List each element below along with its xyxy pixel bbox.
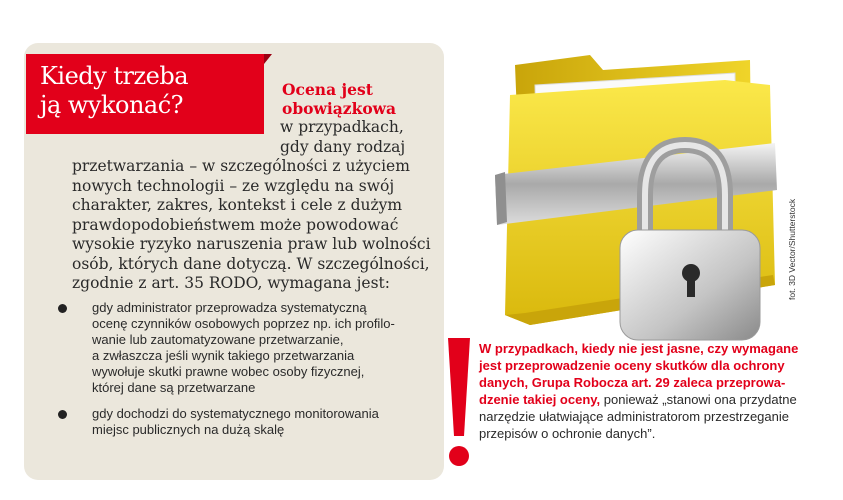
intro-line-2: gdy dany rodzaj	[280, 137, 406, 156]
title-line-2: ją wykonać?	[40, 91, 184, 119]
body-line: zgodnie z art. 35 RODO, wymagana jest:	[72, 274, 390, 292]
body-line: prawdopodobieństwem może powodować	[72, 215, 399, 234]
body-line: osób, których dane dotyczą. W szczególności,	[72, 254, 430, 273]
bullet-line: wywołuje skutki prawne wobec osoby fizycznej,	[92, 364, 365, 379]
exclamation-icon	[447, 338, 471, 468]
body-line: charakter, zakres, kontekst i cele z dużym	[72, 196, 403, 214]
note-plain-fragment: ponieważ „stanowi ona przydatne	[600, 392, 797, 407]
note-line: jest przeprowadzenie oceny skutków dla ochrony	[479, 358, 785, 373]
body-text	[72, 157, 442, 294]
folder-lock-illustration	[495, 25, 785, 345]
title-line-1: Kiedy trzeba	[40, 62, 188, 90]
note-red-fragment: dzenie takiej oceny,	[479, 392, 601, 407]
note-line: narzędzie ułatwiające administratorom przestrzeganie	[479, 409, 789, 424]
highlight-line-2: obowiązkowa	[282, 99, 397, 118]
body-line: wysokie ryzyko naruszenia praw lub wolności	[72, 235, 431, 253]
bullet-line: gdy administrator przeprowadza systematyczną	[92, 300, 367, 315]
list-item	[58, 406, 438, 438]
list-item	[58, 300, 438, 396]
highlight-line-1: Ocena jest	[282, 80, 373, 99]
bullet-line: wanie lub zautomatyzowane przetwarzanie,	[92, 332, 344, 347]
intro-text	[280, 118, 405, 157]
intro-line-1: w przypadkach,	[280, 118, 404, 136]
bullet-line: a zwłaszcza jeśli wynik takiego przetwarzania	[92, 348, 355, 363]
title-tag	[26, 54, 264, 134]
body-line: nowych technologii – ze względu na swój	[72, 176, 395, 195]
bullet-dot-icon	[58, 304, 67, 313]
bullet-list	[58, 300, 438, 448]
note-line	[479, 391, 839, 408]
note-line: danych, Grupa Robocza art. 29 zaleca przeprowa-	[479, 375, 786, 390]
bullet-line: której dane są przetwarzane	[92, 380, 256, 395]
note-line: W przypadkach, kiedy nie jest jasne, czy wymagane	[479, 341, 799, 356]
bullet-dot-icon	[58, 410, 67, 419]
bullet-line: miejsc publicznych na dużą skalę	[92, 422, 285, 437]
note-text	[479, 340, 839, 442]
bullet-line: gdy dochodzi do systematycznego monitorowania	[92, 406, 379, 421]
body-line: przetwarzania – w szczególności z użyciem	[72, 157, 410, 175]
highlight-text	[282, 80, 396, 118]
photo-credit: fot. 3D Vector/Shutterstock	[787, 198, 797, 300]
bullet-line: ocenę czynników osobowych poprzez np. ich profilo-	[92, 316, 395, 331]
note-line: przepisów o ochronie danych”.	[479, 426, 656, 441]
